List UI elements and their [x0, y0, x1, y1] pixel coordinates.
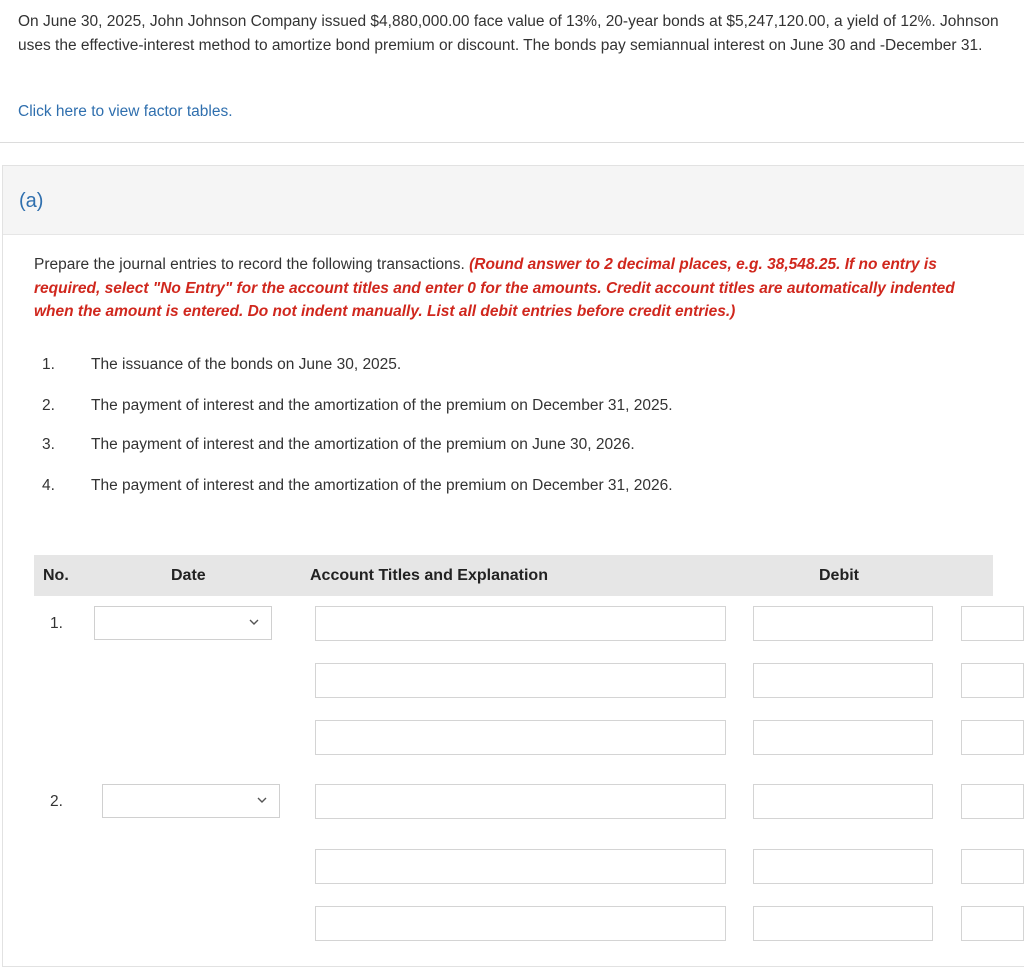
instructions-rounding-note: (Round answer to 2 decimal places, e.g. 38,548.25. If no entry is required, select "No Entry" for the account titles and enter 0 for the amounts. Credit account titles are automatically indented when the amount is entered. Do not indent manually. List all debit entries before credit entries.): [34, 256, 955, 320]
credit-input[interactable]: [961, 663, 1024, 698]
transaction-text: The payment of interest and the amortization of the premium on December 31, 2025.: [91, 397, 673, 414]
transaction-number: 4.: [42, 477, 55, 494]
date-select[interactable]: [102, 784, 280, 818]
account-title-input[interactable]: [315, 663, 726, 698]
transaction-text: The payment of interest and the amortization of the premium on December 31, 2026.: [91, 477, 673, 494]
header-debit: Debit: [819, 567, 859, 584]
account-title-input[interactable]: [315, 849, 726, 884]
entry-number: 2.: [50, 793, 63, 810]
debit-input[interactable]: [753, 906, 933, 941]
debit-input[interactable]: [753, 849, 933, 884]
debit-input[interactable]: [753, 606, 933, 641]
account-title-input[interactable]: [315, 720, 726, 755]
debit-input[interactable]: [753, 663, 933, 698]
header-date: Date: [171, 567, 206, 584]
instructions: [34, 253, 989, 324]
problem-panel: [0, 0, 1024, 143]
transaction-number: 3.: [42, 436, 55, 453]
credit-input[interactable]: [961, 784, 1024, 819]
chevron-down-icon: [255, 793, 269, 807]
transaction-number: 1.: [42, 356, 55, 373]
credit-input[interactable]: [961, 606, 1024, 641]
credit-input[interactable]: [961, 906, 1024, 941]
account-title-input[interactable]: [315, 906, 726, 941]
header-no: No.: [43, 567, 69, 584]
problem-statement: On June 30, 2025, John Johnson Company issued $4,880,000.00 face value of 13%, 20-year bonds at $5,247,120.00, a yield of 12%. Johnson uses the effective-interest method to amortize bond premium or discount. The bonds pay semiannual interest on June 30 and -December 31.: [18, 13, 999, 54]
debit-input[interactable]: [753, 784, 933, 819]
date-select[interactable]: [94, 606, 272, 640]
debit-input[interactable]: [753, 720, 933, 755]
instructions-text: Prepare the journal entries to record the following transactions.: [34, 256, 465, 273]
credit-input[interactable]: [961, 849, 1024, 884]
factor-tables-link[interactable]: Click here to view factor tables.: [18, 103, 233, 120]
credit-input[interactable]: [961, 720, 1024, 755]
transaction-text: The payment of interest and the amortization of the premium on June 30, 2026.: [91, 436, 635, 453]
account-title-input[interactable]: [315, 784, 726, 819]
transaction-text: The issuance of the bonds on June 30, 2025.: [91, 356, 402, 373]
entry-number: 1.: [50, 615, 63, 632]
part-label: (a): [19, 190, 44, 212]
chevron-down-icon: [247, 615, 261, 629]
part-header: [3, 166, 1024, 235]
journal-table-header: [34, 555, 993, 596]
transaction-number: 2.: [42, 397, 55, 414]
account-title-input[interactable]: [315, 606, 726, 641]
header-account: Account Titles and Explanation: [310, 567, 548, 584]
